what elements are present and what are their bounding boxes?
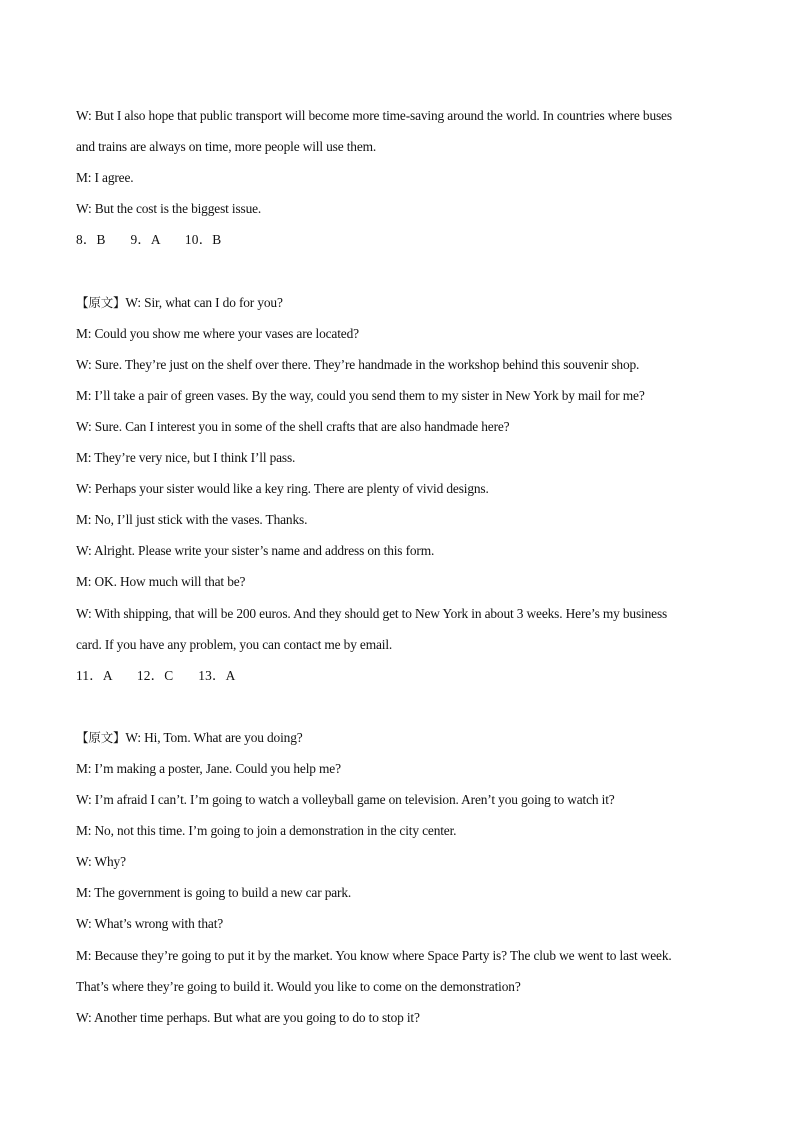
dialogue-line: That’s where they’re going to build it. Would you like to come on the demonstration? (76, 978, 521, 994)
section-gap (76, 255, 726, 286)
dialogue-line: W: Sure. They’re just on the shelf over there. They’re handmade in the workshop behind this souvenir shop. (76, 356, 640, 372)
transcript-tag: 【原文】 (76, 729, 126, 745)
transcript-section-1 (76, 100, 726, 255)
answer-key: 11．A 12．C 13．A (76, 667, 236, 683)
dialogue-line: M: I’ll take a pair of green vases. By the way, could you send them to my sister in New York by mail for me? (76, 387, 645, 403)
dialogue-text: W: Hi, Tom. What are you doing? (125, 729, 303, 745)
dialogue-line: card. If you have any problem, you can contact me by email. (76, 636, 393, 652)
dialogue-line: W: Perhaps your sister would like a key ring. There are plenty of vivid designs. (76, 481, 489, 497)
dialogue-line: W: But the cost is the biggest issue. (76, 201, 262, 217)
dialogue-line: W: Sure. Can I interest you in some of the shell crafts that are also handmade here? (76, 418, 510, 434)
dialogue-line: W: Why? (76, 854, 126, 870)
section-gap (76, 691, 726, 722)
dialogue-line: W: With shipping, that will be 200 euros. And they should get to New York in about 3 weeks. Here’s my business (76, 605, 668, 621)
answer-key: 8．B 9．A 10．B (76, 232, 222, 248)
dialogue-line: M: Could you show me where your vases are located? (76, 325, 359, 341)
dialogue-text: W: Sir, what can I do for you? (125, 294, 283, 310)
dialogue-line: W: Another time perhaps. But what are you going to do to stop it? (76, 1009, 420, 1025)
dialogue-line: M: Because they’re going to put it by the market. You know where Space Party is? The club we went to last week. (76, 947, 672, 963)
dialogue-line: W: Alright. Please write your sister’s name and address on this form. (76, 543, 435, 559)
transcript-tag: 【原文】 (76, 294, 126, 310)
dialogue-line: M: No, I’ll just stick with the vases. Thanks. (76, 512, 308, 528)
dialogue-line: M: OK. How much will that be? (76, 574, 246, 590)
dialogue-line: M: They’re very nice, but I think I’ll pass. (76, 450, 296, 466)
dialogue-line: W: I’m afraid I can’t. I’m going to watch a volleyball game on television. Aren’t you going to watch it? (76, 792, 615, 808)
dialogue-line: W: What’s wrong with that? (76, 916, 224, 932)
dialogue-line: M: No, not this time. I’m going to join a demonstration in the city center. (76, 823, 457, 839)
dialogue-line (76, 287, 726, 318)
transcript-content (76, 100, 726, 1033)
dialogue-line (76, 722, 726, 753)
dialogue-line: M: I’m making a poster, Jane. Could you help me? (76, 760, 341, 776)
transcript-section-3 (76, 722, 726, 1033)
dialogue-line: and trains are always on time, more people will use them. (76, 139, 377, 155)
dialogue-line: M: I agree. (76, 170, 134, 186)
transcript-section-2 (76, 287, 726, 691)
dialogue-line: M: The government is going to build a new car park. (76, 885, 352, 901)
dialogue-line: W: But I also hope that public transport will become more time-saving around the world. In countries where buses (76, 108, 672, 123)
